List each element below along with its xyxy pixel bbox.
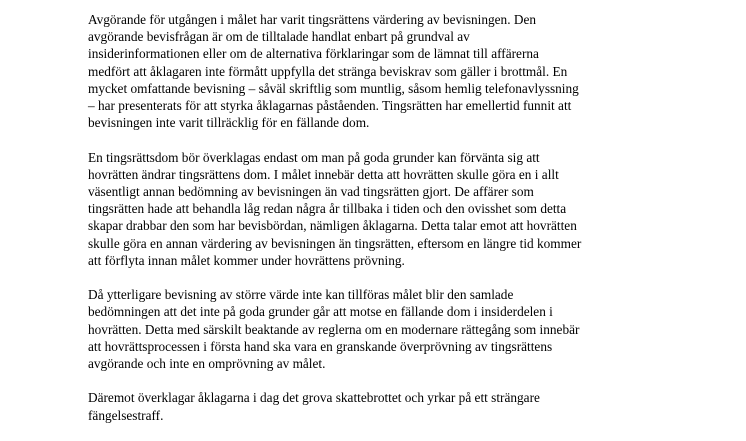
- text-line: hovrätten ändrar tingsrättens dom. I målet innebär detta att hovrätten skulle göra en i allt: [88, 166, 559, 182]
- text-line: skulle göra en annan värdering av bevisningen än tingsrätten, eftersom en längre tid kommer: [88, 235, 582, 251]
- text-line: Avgörande för utgången i målet har varit tingsrättens värdering av bevisningen. Den: [88, 12, 537, 27]
- text-line: avgörande bevisfrågan är om de tilltalade handlat enbart på grundval av: [88, 29, 470, 45]
- document-body: [88, 11, 658, 441]
- text-line: bedömningen att det inte på goda grunder går att motse en fällande dom i insiderdelen i: [88, 304, 553, 320]
- text-line: väsentligt annan bedömning av bevisningen än vad tingsrätten gjort. De affärer som: [88, 184, 534, 200]
- text-line: hovrätten. Detta med särskilt beaktande av reglerna om en modernare rättegång som innebär: [88, 321, 580, 337]
- text-line: att hovrättsprocessen i första hand ska vara en granskande överprövning av tingsrättens: [88, 338, 553, 354]
- paragraph-appeal-grounds: [88, 149, 658, 269]
- paragraph-evidence-assessment: [88, 11, 658, 131]
- text-line: mycket omfattande bevisning – såväl skriftlig som muntlig, såsom hemlig telefonavlyssning: [88, 80, 579, 96]
- text-line: insiderinformationen eller om de alternativa förklaringar som de lämnat till affärerna: [88, 46, 539, 62]
- text-line: att förflyta innan målet kommer under hovrättens prövning.: [88, 252, 405, 268]
- text-line: Däremot överklagar åklagarna i dag det grova skattebrottet och yrkar på ett strängare: [88, 390, 540, 406]
- text-line: tingsrätten hade att behandla låg redan några år tillbaka i tiden och den ovisshet som detta: [88, 201, 567, 217]
- text-line: – har presenterats för att styrka åklagarnas påståenden. Tingsrätten har emellertid funnit att: [88, 98, 572, 114]
- paragraph-overall-assessment: [88, 286, 658, 372]
- text-line: medfört att åklagaren inte förmått uppfylla det stränga beviskrav som gäller i brottmål. En: [88, 63, 568, 79]
- text-line: avgörande och inte en omprövning av målet.: [88, 356, 326, 372]
- text-line: Då ytterligare bevisning av större värde inte kan tillföras målet blir den samlade: [88, 287, 514, 303]
- text-line: skapar drabbar den som har bevisbördan, nämligen åklagarna. Detta talar emot att hovrätten: [88, 218, 577, 234]
- text-line: En tingsrättsdom bör överklagas endast om man på goda grunder kan förvänta sig att: [88, 149, 540, 165]
- text-line: fängelsestraff.: [88, 407, 164, 423]
- text-line: bevisningen inte varit tillräcklig för en fällande dom.: [88, 115, 370, 131]
